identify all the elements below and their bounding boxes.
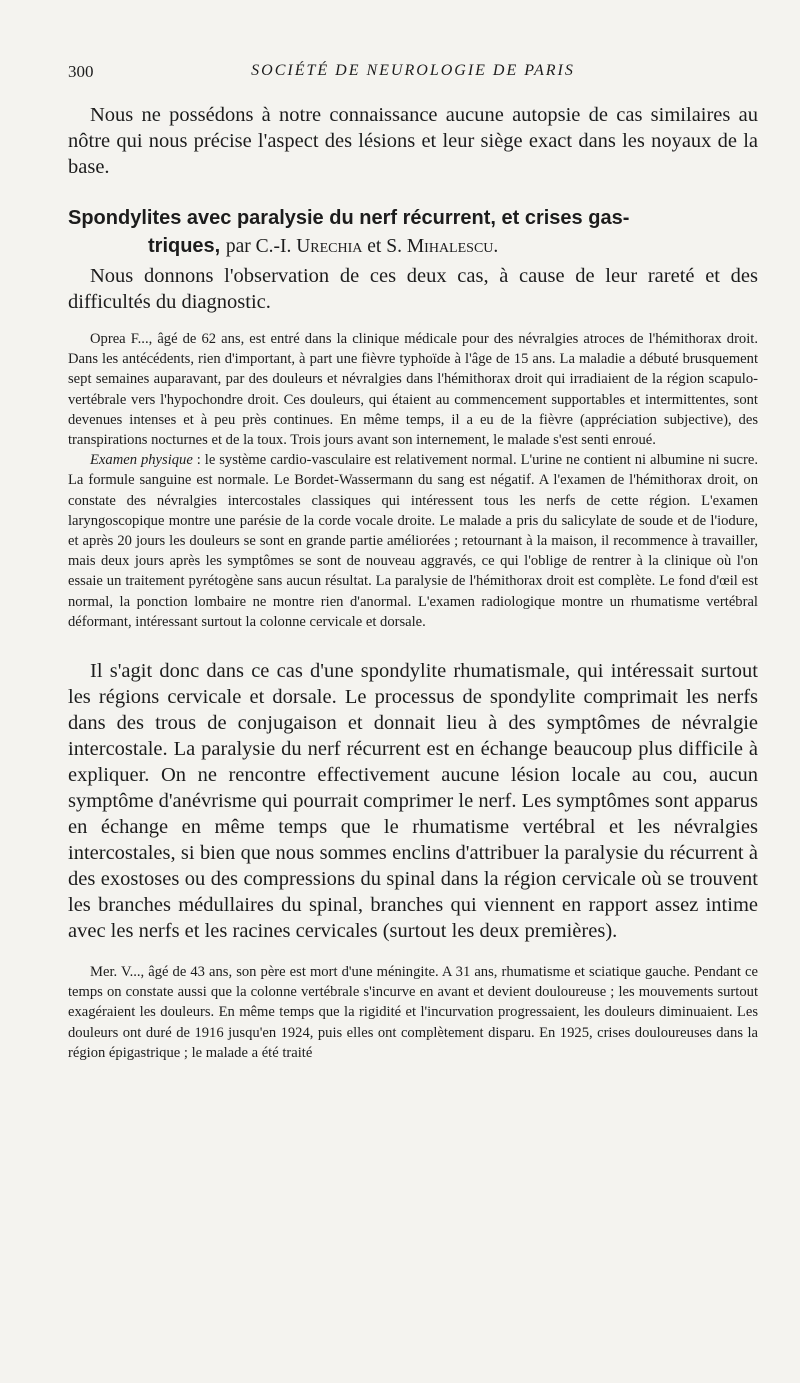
observation-intro-paragraph: Nous donnons l'observation de ces deux cas, à cause de leur rareté et des difficultés du diagnostic. <box>68 265 758 313</box>
case1-history: Oprea F..., âgé de 62 ans, est entré dans la clinique médicale pour des névralgies atroces de l'hémithorax droit. Dans les antécédents, rien d'important, à part une fièvre typhoïde à l'âge de 15 ans. La maladie a débuté brusquement sept semaines auparavant, par des douleurs et névralgies dans l'hémithorax droit qui irradiaient de la région scapulo-vertébrale vers l'hypochondre droit. Ces douleurs, qui étaient au commencement supportables et intermittentes, sont devenues intenses et à peu près continues. En même temps, il a eu de la fièvre (appréciation subjective), des transpirations nocturnes et de la toux. Trois jours avant son internement, le malade s'est senti enroué. <box>68 331 758 449</box>
discussion-paragraph: Il s'agit donc dans ce cas d'une spondylite rhumatismale, qui intéressait surtout les régions cervicale et dorsale. Le processus de spondylite comprimait les nerfs dans des trous de conjugaison et donnait lieu à des symptômes de névralgie intercostale. La paralysie du nerf récurrent est en échange beaucoup plus difficile à expliquer. On ne rencontre effectivement aucune lésion locale au cou, aucun symptôme d'anévrisme qui pourrait comprimer le nerf. Les symptômes sont apparus en échange en même temps que le rhumatisme vertébral et les névralgies intercostales, si bien que nous sommes enclins d'attribuer la paralysie du récurrent à des exostoses ou des compressions du spinal dans la région cervicale où se trouvent les branches médullaires du spinal, branches qui viennent en rapport assez intime avec les nerfs et les racines cervicales (surtout les deux premières). <box>68 660 758 943</box>
byline-par: par <box>225 236 251 257</box>
author-urechia: C.-I. Urechia <box>255 236 363 257</box>
case2-history: Mer. V..., âgé de 43 ans, son père est mort d'une méningite. A 31 ans, rhumatisme et sciatique gauche. Pendant ce temps on constate aussi que la colonne vertébrale s'incurve en avant et devient douloureuse ; les mouvements surtout exagéraient les douleurs. En même temps que la rigidité et l'incurvation progressaient, les douleurs diminuaient. Les douleurs ont duré de 1916 jusqu'en 1924, puis elles ont complètement disparu. En 1925, crises douloureuses dans la région épigastrique ; le malade a été traité <box>68 964 758 1061</box>
page-number: 300 <box>68 62 94 81</box>
journal-page <box>68 62 758 1063</box>
author-mihalescu: S. Mihalescu. <box>386 236 499 257</box>
running-title: SOCIÉTÉ DE NEUROLOGIE DE PARIS <box>251 62 575 79</box>
page-header <box>68 62 758 90</box>
byline-et: et <box>367 236 382 257</box>
article-title <box>68 204 758 261</box>
case1-exam <box>68 450 758 632</box>
exam-label: Examen physique <box>90 452 193 469</box>
article-title-line1: Spondylites avec paralysie du nerf récurrent, et crises gas- <box>68 207 630 229</box>
exam-text: : le système cardio-vasculaire est relativement normal. L'urine ne contient ni albumine ni sucre. La formule sanguine est normale. Le Bordet-Wassermann du sang est négatif. A l'examen de l'hémithorax droit, on constate des névralgies intercostales classiques qui intéressent tous les nerfs de cette région. L'examen laryngoscopique montre une parésie de la corde vocale droite. Le malade a pris du salicylate de soude et de l'iodure, et après 20 jours les douleurs se sont en grande partie améliorées ; retournant à la maison, il recommence à travailler, mais deux jours après les symptômes se sont de nouveau aggravés, ce qui l'oblige de rentrer à la clinique où l'on essaie un traitement pyrétogène sans aucun résultat. La paralysie de l'hémithorax droit est complète. Le fond d'œil est normal, la ponction lombaire ne montre rien d'anormal. L'examen radiologique montre un rhumatisme vertébral déformant, intéressant surtout la colonne cervicale et dorsale. <box>68 452 758 630</box>
intro-paragraph: Nous ne possédons à notre connaissance aucune autopsie de cas similaires au nôtre qui nous précise l'aspect des lésions et leur siège exact dans les noyaux de la base. <box>68 104 758 178</box>
article-title-line2: triques, <box>148 235 221 257</box>
